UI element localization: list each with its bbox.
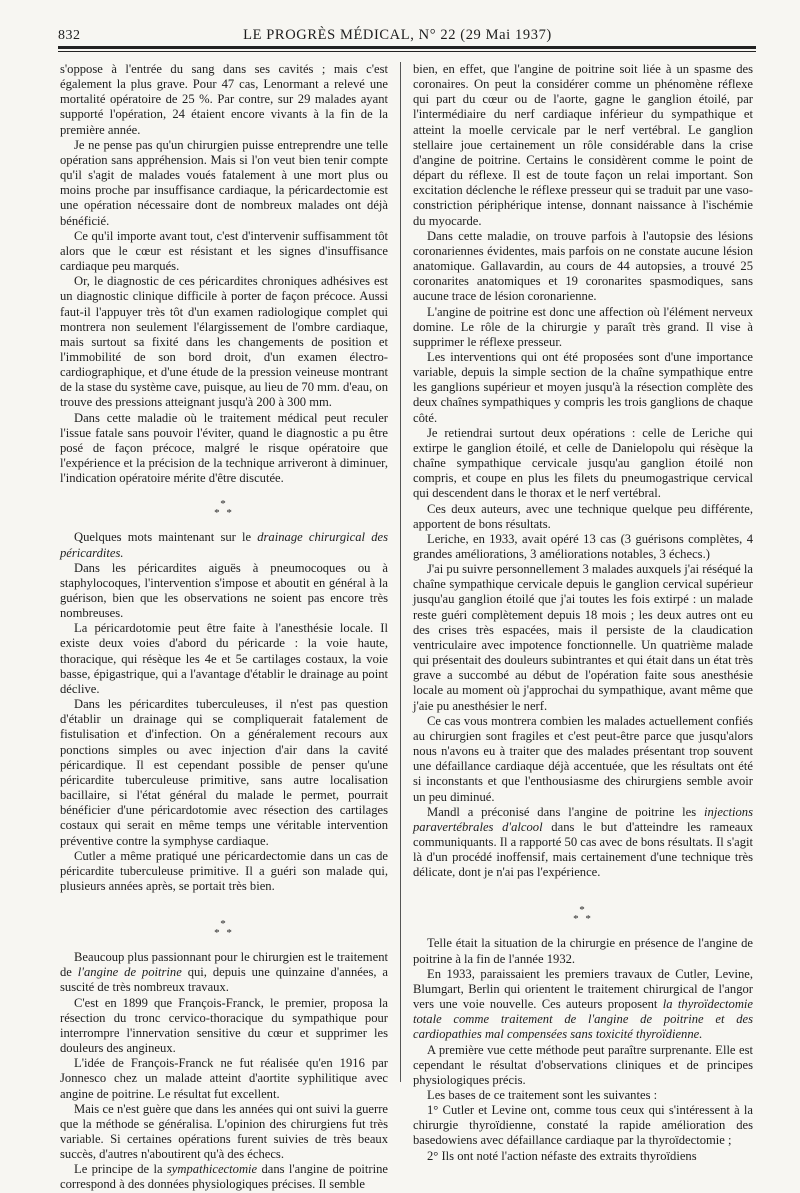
section-asterism: * * * (214, 498, 234, 520)
section-asterism: * * * (573, 904, 593, 926)
paragraph: J'ai pu suivre personnellement 3 malades auxquels j'ai réséqué la chaîne sympathique cervicale depuis le ganglion cervical supérieur jusqu'au ganglion étoilé que j'ai toutes les fois extirpé : un malade reste guéri complètement depuis 18 mois ; les deux autres ont eu des crises très espacées, mais il persiste de la claudication ventriculaire avec impotence fonctionnelle. Un quatrième malade qui présentait des douleurs subintrantes et qui était dans un état très grave a succombé au début de l'opération faite sous anesthésie locale au moment où j'approchai du sympathique, avant même que j'aie pu anesthésier le nerf. (413, 562, 753, 713)
paragraph: 2° Ils ont noté l'action néfaste des extraits thyroïdiens (427, 1148, 697, 1163)
paragraph: 1° Cutler et Levine ont, comme tous ceux qui s'intéressent à la chirurgie thyroïdienne, constaté la rapide amélioration des basedowiens avec défaillance cardiaque par la thyroïdectomie ; (413, 1103, 753, 1148)
section-asterism: * * * (214, 918, 234, 940)
paragraph: Ce cas vous montrera combien les malades actuellement confiés au chirurgien sont fragiles et c'est peut-être parce que jusqu'alors nous n'avons eu à traiter que des malades présentant trop souvent une défaillance cardiaque déjà accentuée, que les résultats ont été si inconstants et que l'enthousiasme des chirurgiens semble avoir un peu diminué. (413, 713, 753, 804)
paragraph: Je ne pense pas qu'un chirurgien puisse entreprendre une telle opération sans appréhension. Mais si l'on veut bien tenir compte qu'il s'agit de malades voués fatalement à une mort plus ou moins proche par insuffisance cardiaque, la péricardectomie est une opération nécessaire dont de nombreux malades ont déjà bénéficié. (60, 137, 388, 228)
paragraph: Les interventions qui ont été proposées sont d'une importance variable, depuis la simple section de la chaîne sympathique entre les ganglions supérieur et moyen jusqu'à la résection complète des deux chaînes sympathiques y compris les trois ganglions de chaque côté. (413, 349, 753, 425)
paragraph: Dans cette maladie où le traitement médical peut reculer l'issue fatale sans pouvoir l'éviter, quand le diagnostic a pu être posé de façon précoce, malgré le risque opératoire que l'expérience et la précision de la technique arriveront à diminuer, l'indication opératoire mérite d'être discutée. (60, 410, 388, 486)
running-title: LE PROGRÈS MÉDICAL, N° 22 (29 Mai 1937) (243, 27, 552, 43)
paragraph: Je retiendrai surtout deux opérations : celle de Leriche qui extirpe le ganglion étoilé, et celle de Danielopolu qui résèque la chaîne sympathique cervicale jusqu'au ganglion étoilé non compris, et coupe en plus les filets du pneumogastrique cervical qui descendent dans le thorax et le nerf vertébral. (413, 425, 753, 501)
paragraph: Mandl a préconisé dans l'angine de poitrine les injections paravertébrales d'alcool dans le but d'atteindre les rameaux communiquants. Il a rapporté 50 cas avec de bons résultats. Il s'agit là d'un procédé inoffensif, mais certainement d'une technique très délicate, dont je n'ai pas l'expérience. (413, 804, 753, 880)
header-rule-thin (58, 51, 756, 52)
paragraph: Dans cette maladie, on trouve parfois à l'autopsie des lésions coronariennes évidentes, mais parfois on ne constate aucune lésion anatomique. Gallavardin, au cours de 44 autopsies, a trouvé 25 coronarites anatomiques et 19 coronarites spasmodiques, sans aucune trace de lésion coronarienne. (413, 228, 753, 304)
paragraph: Ces deux auteurs, avec une technique quelque peu différente, apportent de bons résultats. (413, 501, 753, 531)
paragraph: Or, le diagnostic de ces péricardites chroniques adhésives est un diagnostic clinique difficile à porter de façon précoce. Aussi faut-il l'appuyer très tôt d'un examen radiologique complet qui montrera non seulement l'élargissement de l'ombre cardiaque, mais surtout sa fixité dans les changements de position et l'immobilité de son bord droit, d'un examen électro-cardiographique, et d'une étude de la pression veineuse montrant de la stase du système cave, puisque, au lieu de 70 mm. d'eau, on trouve des pressions atteignant jusqu'à 200 à 300 mm. (60, 274, 388, 410)
paragraph: L'idée de François-Franck ne fut réalisée qu'en 1916 par Jonnesco chez un malade atteint d'aortite syphilitique avec angine de poitrine. Le résultat fut excellent. (60, 1056, 388, 1101)
paragraph: Ce qu'il importe avant tout, c'est d'intervenir suffisamment tôt alors que le cœur est résistant et les signes d'insuffisance cardiaque peu marqués. (60, 228, 388, 274)
paragraph: Le principe de la sympathicectomie dans l'angine de poitrine correspond à des données physiologiques précises. Il semble (60, 1162, 388, 1192)
paragraph: Dans les péricardites aiguës à pneumocoques ou à staphylocoques, l'intervention s'impose et aboutit en général à la guérison, bien que les observations ne soient pas encore très nombreuses. (60, 560, 388, 621)
right-column (413, 62, 754, 1163)
paragraph: En 1933, paraissaient les premiers travaux de Cutler, Levine, Blumgart, Berlin qui orientent le traitement chirurgical de l'angor vers une voie nouvelle. Ces auteurs proposent la thyroïdectomie totale comme traitement de l'angine de poitrine et des cardiopathies mal compensées sans toxicité thyroïdienne. (413, 966, 754, 1042)
paragraph: Dans les péricardites tuberculeuses, il n'est pas question d'établir un drainage qui se compliquerait fatalement de fistulisation et d'infection. On a généralement recours aux ponctions simples ou avec injection d'air dans la cavité péricardique. Il est cependant possible de penser qu'une péricardite tuberculeuse primitive, sans autre localisation bacillaire, si l'état général du malade le permet, pourrait bénéficier d'une péricardotomie avec résection des cartilages costaux qui serait en même temps une véritable intervention préventive contre la symphyse cardiaque. (60, 697, 388, 848)
page-header (40, 26, 755, 46)
paragraph: Mais ce n'est guère que dans les années qui ont suivi la guerre que la méthode se généralisa. L'opinion des chirurgiens fut très variable. Si certaines opérations furent suivies de très beaux succès, d'autres n'aboutirent qu'à des échecs. (60, 1101, 388, 1162)
paragraph: Telle était la situation de la chirurgie en présence de l'angine de poitrine à la fin de l'année 1932. (413, 936, 753, 966)
paragraph: Les bases de ce traitement sont les suivantes : (427, 1088, 658, 1102)
paragraph: bien, en effet, que l'angine de poitrine soit liée à un spasme des coronaires. On peut la considérer comme un phénomène réflexe qui part du cœur ou de l'aorte, gagne le ganglion étoilé, par l'intermédiaire du nerf cardiaque inférieur du sympathique et atteint la moelle cervicale par le nerf vertébral. Le ganglion stellaire joue certainement un rôle considérable dans la crise d'angine de poitrine. Certains le considèrent comme le point de départ du réflexe. Il est de toute façon un relai important. Son excitation déclenche le réflexe presseur qui se traduit par une vaso-constriction périphérique intense, donnant naissance à l'ischémie du myocarde. (413, 62, 753, 228)
paragraph: La péricardotomie peut être faite à l'anesthésie locale. Il existe deux voies d'abord du péricarde : la voie haute, thoracique, qui résèque les 4e et 5e cartilages costaux, la voie basse, épigastrique, qui a l'avantage d'établir le drainage au point déclive. (60, 621, 388, 696)
column-divider (400, 62, 401, 1082)
paragraph: Cutler a même pratiqué une péricardectomie dans un cas de péricardite tuberculeuse primitive. Il a guéri son malade qui, plusieurs années après, se portait très bien. (60, 848, 388, 893)
paragraph: L'angine de poitrine est donc une affection où l'élément nerveux domine. Le rôle de la chirurgie y paraît très grand. Il vise à supprimer le réflexe presseur. (413, 304, 753, 349)
header-rule-thick (58, 46, 756, 49)
paragraph: Beaucoup plus passionnant pour le chirurgien est le traitement de l'angine de poitrine qui, depuis une quinzaine d'années, a suscité de très nombreux travaux. (60, 950, 388, 995)
paragraph: Leriche, en 1933, avait opéré 13 cas (3 guérisons complètes, 4 grandes améliorations, 3 améliorations notables, 3 échecs.) (413, 531, 753, 561)
paragraph: Quelques mots maintenant sur le drainage chirurgical des péricardites. (60, 530, 388, 560)
page-number: 832 (58, 28, 81, 43)
paragraph: s'oppose à l'entrée du sang dans ses cavités ; mais c'est également la plus grave. Pour 47 cas, Lenormant a relevé une mortalité opératoire de 25 %. Par contre, sur 29 malades ayant supporté l'opération, 24 étaient encore vivants à la fin de la première année. (60, 62, 388, 137)
paragraph: A première vue cette méthode peut paraître surprenante. Elle est cependant le résultat d'observations cliniques et de principes physiologiques précis. (413, 1042, 753, 1087)
paragraph: C'est en 1899 que François-Franck, le premier, proposa la résection du tronc cervico-thoracique du sympathique pour interrompre l'innervation sensitive du cœur et supprimer les douleurs des angineux. (60, 995, 388, 1056)
left-column (60, 62, 388, 1192)
